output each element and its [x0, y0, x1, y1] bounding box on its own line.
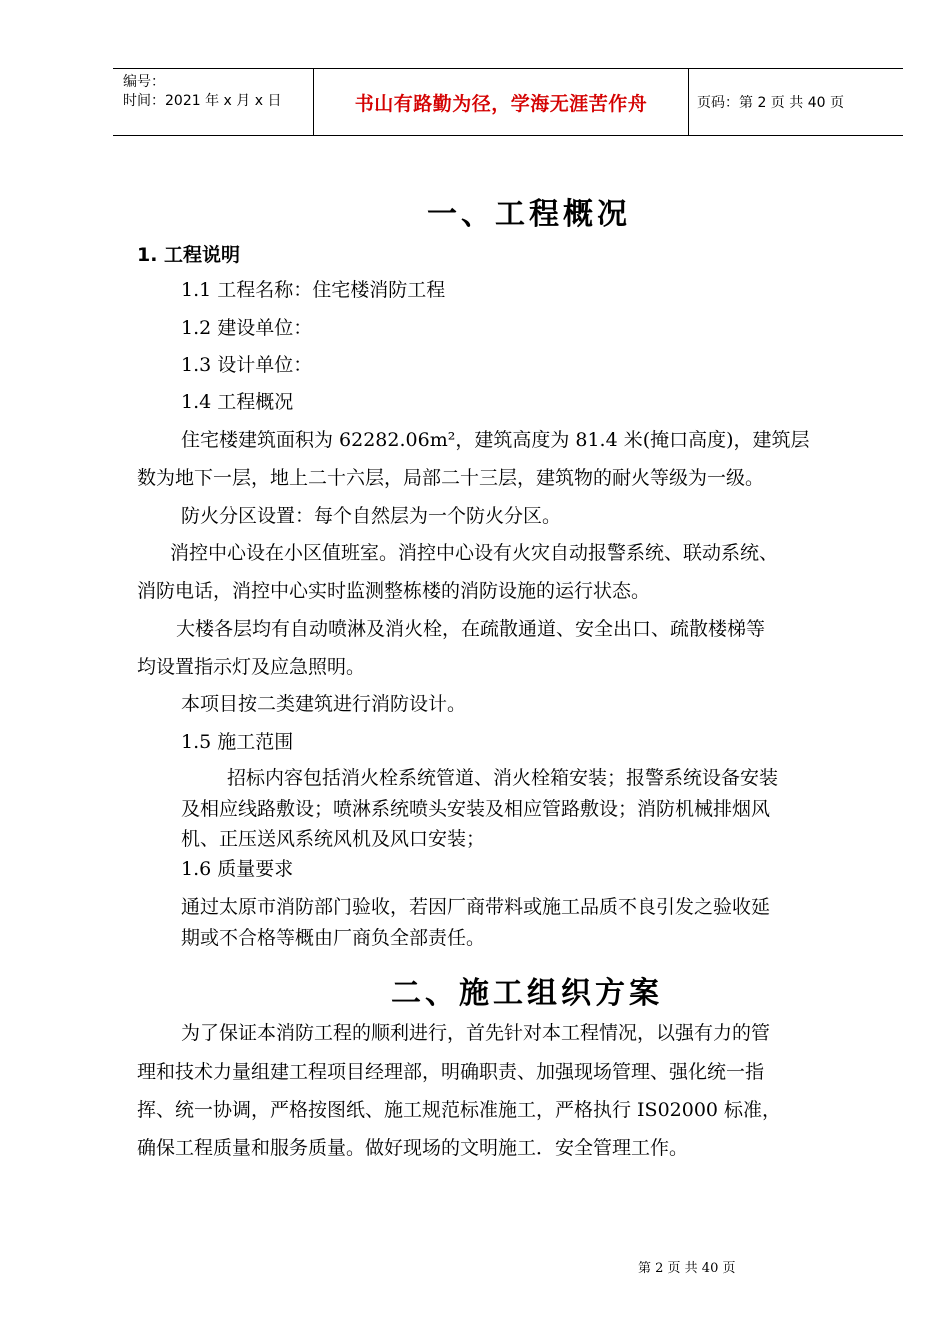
para-line: 招标内容包括消火栓系统管道、消火栓箱安装；报警系统设备安装: [227, 767, 779, 789]
para-line: 消防电话，消控中心实时监测整栋楼的消防设施的运行状态。: [137, 580, 651, 602]
para-line: 为了保证本消防工程的顺利进行，首先针对本工程情况，以强有力的管: [181, 1022, 771, 1044]
header-motto-cell: [314, 69, 689, 136]
section2-title: 二、施工组织方案: [391, 976, 663, 1011]
para-line: 数为地下一层，地上二十六层，局部二十三层，建筑物的耐火等级为一级。: [137, 467, 765, 489]
para-line: 1.6 质量要求: [181, 858, 294, 880]
para-line: 防火分区设置：每个自然层为一个防火分区。: [181, 505, 562, 527]
para-line: 理和技术力量组建工程项目经理部，明确职责、加强现场管理、强化统一指: [137, 1061, 765, 1083]
para-line: 住宅楼建筑面积为 62282.06m²，建筑高度为 81.4 米(掩口高度)，建筑层: [181, 429, 810, 451]
para-line: 1.5 施工范围: [181, 731, 294, 753]
section1-title: 一、工程概况: [427, 197, 631, 232]
para-line: 均设置指示灯及应急照明。: [137, 656, 366, 678]
para-line: 通过太原市消防部门验收，若因厂商带料或施工品质不良引发之验收延: [181, 896, 771, 918]
section1-subheading: 1. 工程说明: [137, 244, 241, 266]
para-line: 本项目按二类建筑进行消防设计。: [181, 693, 467, 715]
para-line: 及相应线路敷设；喷淋系统喷头安装及相应管路敷设；消防机械排烟风: [181, 798, 771, 820]
para-line: 1.4 工程概况: [181, 391, 294, 413]
para-line: 机、正压送风系统风机及风口安装；: [181, 828, 486, 850]
para-line: 1.1 工程名称：住宅楼消防工程: [181, 279, 446, 301]
doc-time-label: 时间：2021 年 x 月 x 日: [123, 93, 282, 109]
para-line: 期或不合格等概由厂商负全部责任。: [181, 927, 486, 949]
para-line: 1.3 设计单位：: [181, 354, 313, 376]
para-line: 挥、统一协调，严格按图纸、施工规范标准施工，严格执行 IS02000 标准，: [137, 1099, 782, 1121]
para-line: 确保工程质量和服务质量。做好现场的文明施工．安全管理工作。: [137, 1137, 689, 1159]
header-motto: 书山有路勤为径，学海无涯苦作舟: [354, 92, 648, 115]
doc-number-label: 编号：: [123, 74, 165, 90]
header-meta-cell: [113, 69, 314, 136]
para-line: 1.2 建设单位：: [181, 317, 313, 339]
header-page-info: 页码：第 2 页 共 40 页: [697, 95, 844, 111]
page-footer: 第 2 页 共 40 页: [638, 1261, 736, 1276]
header-page-cell: [689, 69, 904, 136]
header-table: [113, 68, 903, 136]
para-line: 大楼各层均有自动喷淋及消火栓，在疏散通道、安全出口、疏散楼梯等: [176, 618, 766, 640]
para-line: 消控中心设在小区值班室。消控中心设有火灾自动报警系统、联动系统、: [170, 542, 779, 564]
